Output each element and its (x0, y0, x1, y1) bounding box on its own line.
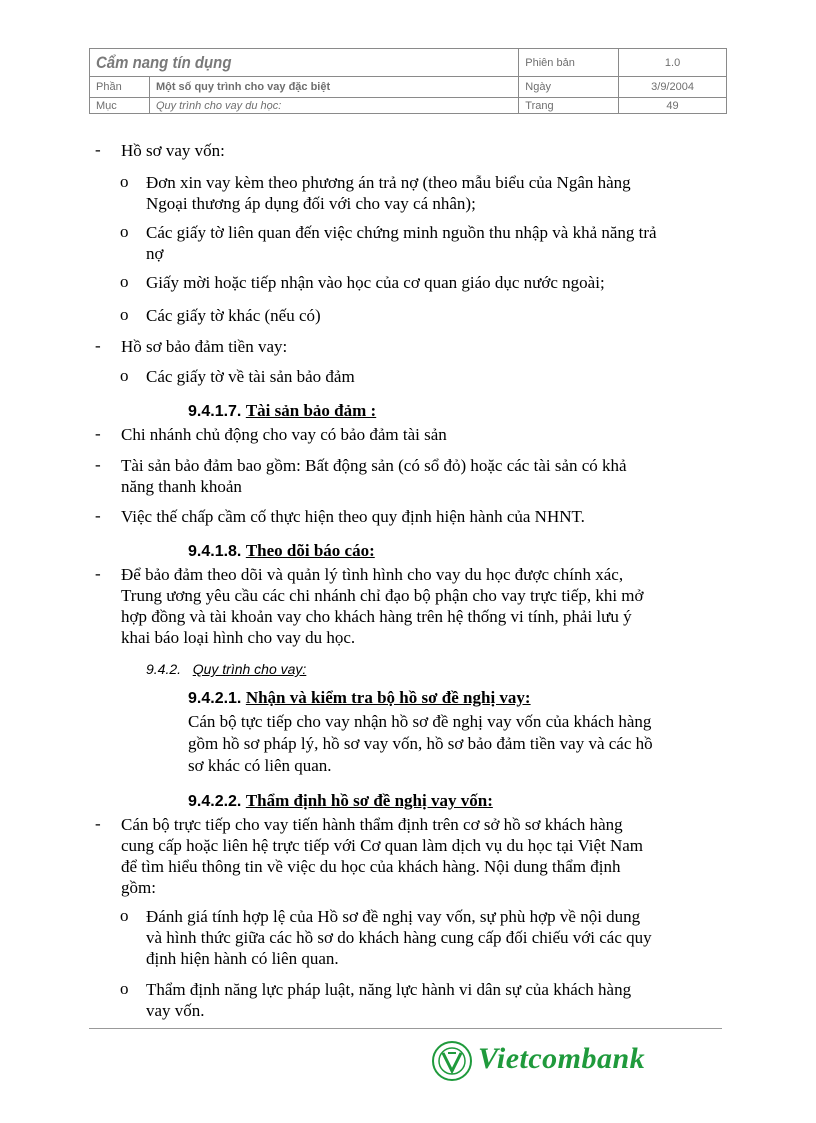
bullet-marker: o (120, 222, 129, 241)
loan-doc-3: Giấy mời hoặc tiếp nhận vào học của cơ quan giáo dục nước ngoài; (146, 273, 605, 292)
section-number: 9.4.2.2. (188, 793, 242, 810)
s7-paragraph-2-line-2: năng thanh khoản (121, 477, 242, 496)
section-9-4-2-heading (146, 661, 306, 677)
s422-line-2: cung cấp hoặc liên hệ trực tiếp với Cơ quan làm dịch vụ du học tại Việt Nam (121, 836, 644, 855)
vietcombank-emblem-icon (430, 1040, 474, 1082)
section-number: 9.4.2.1. (188, 690, 242, 707)
s7-paragraph-2-line-1: Tài sản bảo đảm bao gồm: Bất động sản (có sổ đỏ) hoặc các tài sản có khả (121, 456, 627, 475)
part-label: Phần (90, 77, 150, 98)
dash-marker: - (95, 814, 101, 833)
s421-line-1: Cán bộ tực tiếp cho vay nhận hồ sơ đề nghị vay vốn của khách hàng (188, 712, 652, 731)
evaluation-1-line-3: định hiện hành có liên quan. (146, 949, 339, 968)
s8-paragraph-line-3: hợp đồng và tài khoản vay cho khách hàng trên hệ thống vi tính, phải lưu ý (121, 607, 632, 626)
section-title: Tài sản bảo đảm : (245, 401, 377, 420)
bullet-marker: o (120, 305, 129, 324)
guarantee-docs-heading: Hồ sơ bảo đảm tiền vay: (121, 337, 288, 356)
section-9-4-1-7-heading (188, 401, 376, 421)
document-header-table (89, 48, 727, 114)
vietcombank-logo (430, 1040, 710, 1082)
bullet-marker: o (120, 172, 129, 191)
footer-divider (89, 1028, 722, 1029)
evaluation-1-line-1: Đánh giá tính hợp lệ của Hồ sơ đề nghị vay vốn, sự phù hợp về nội dung (146, 907, 641, 926)
section-number: 9.4.1.7. (188, 403, 242, 420)
s422-line-1: Cán bộ trực tiếp cho vay tiến hành thẩm định trên cơ sở hồ sơ khách hàng (121, 815, 623, 834)
bullet-marker: o (120, 366, 129, 385)
section-number: 9.4.2. (146, 661, 182, 677)
s7-paragraph-1: Chi nhánh chủ động cho vay có bảo đảm tài sản (121, 425, 447, 444)
part-value: Một số quy trình cho vay đặc biệt (149, 77, 518, 98)
s422-line-3: để tìm hiểu thông tin về việc du học của khách hàng. Nội dung thẩm định (121, 857, 621, 876)
evaluation-2-line-1: Thẩm định năng lực pháp luật, năng lực hành vi dân sự của khách hàng (146, 980, 632, 999)
s8-paragraph-line-1: Để bảo đảm theo dõi và quản lý tình hình cho vay du học được chính xác, (121, 565, 624, 584)
section-9-4-2-2-heading (188, 791, 493, 811)
dash-marker: - (95, 564, 101, 583)
page-label: Trang (519, 98, 619, 114)
evaluation-1-line-2: và hình thức giữa các hồ sơ do khách hàng cung cấp đối chiếu với các quy (146, 928, 652, 947)
bullet-marker: o (120, 979, 129, 998)
dash-marker: - (95, 336, 101, 355)
dash-marker: - (95, 455, 101, 474)
loan-doc-1-line-2: Ngoại thương áp dụng đối với cho vay cá nhân); (146, 194, 476, 213)
date-value: 3/9/2004 (619, 77, 727, 98)
s8-paragraph-line-4: khai báo loại hình cho vay du học. (121, 628, 356, 647)
s421-line-3: sơ khác có liên quan. (188, 756, 332, 775)
section-value: Quy trình cho vay du học: (149, 98, 518, 114)
section-title: Thẩm định hồ sơ đề nghị vay vốn: (245, 791, 493, 810)
bullet-marker: o (120, 272, 129, 291)
version-label: Phiên bản (519, 49, 619, 77)
guarantee-doc-1: Các giấy tờ về tài sản bảo đảm (146, 367, 355, 386)
evaluation-2-line-2: vay vốn. (146, 1001, 205, 1020)
loan-doc-1-line-1: Đơn xin vay kèm theo phương án trả nợ (theo mẫu biểu của Ngân hàng (146, 173, 631, 192)
header-title-cell (90, 49, 519, 77)
dash-marker: - (95, 424, 101, 443)
page-value: 49 (619, 98, 727, 114)
header-title: Cẩm nang tín dụng (96, 52, 232, 72)
date-label: Ngày (519, 77, 619, 98)
s7-paragraph-3: Việc thế chấp cầm cố thực hiện theo quy định hiện hành của NHNT. (121, 507, 585, 526)
s8-paragraph-line-2: Trung ương yêu cầu các chi nhánh chỉ đạo bộ phận cho vay trực tiếp, khi mở (121, 586, 644, 605)
loan-docs-heading: Hồ sơ vay vốn: (121, 141, 225, 160)
loan-doc-2-line-1: Các giấy tờ liên quan đến việc chứng minh nguồn thu nhập và khả năng trả (146, 223, 657, 242)
section-title: Nhận và kiểm tra bộ hồ sơ đề nghị vay: (245, 688, 531, 707)
loan-doc-4: Các giấy tờ khác (nếu có) (146, 306, 321, 325)
loan-doc-2-line-2: nợ (146, 244, 164, 263)
section-label: Mục (90, 98, 150, 114)
section-title: Theo dõi báo cáo: (245, 541, 375, 560)
s421-line-2: gồm hồ sơ pháp lý, hồ sơ vay vốn, hồ sơ bảo đảm tiền vay và các hồ (188, 734, 653, 753)
brand-name: Vietcombank (478, 1042, 646, 1075)
s422-line-4: gồm: (121, 878, 156, 897)
dash-marker: - (95, 506, 101, 525)
section-number: 9.4.1.8. (188, 543, 242, 560)
dash-marker: - (95, 140, 101, 159)
section-9-4-1-8-heading (188, 541, 375, 561)
version-value: 1.0 (619, 49, 727, 77)
section-title: Quy trình cho vay: (192, 661, 307, 677)
bullet-marker: o (120, 906, 129, 925)
section-9-4-2-1-heading (188, 688, 531, 708)
